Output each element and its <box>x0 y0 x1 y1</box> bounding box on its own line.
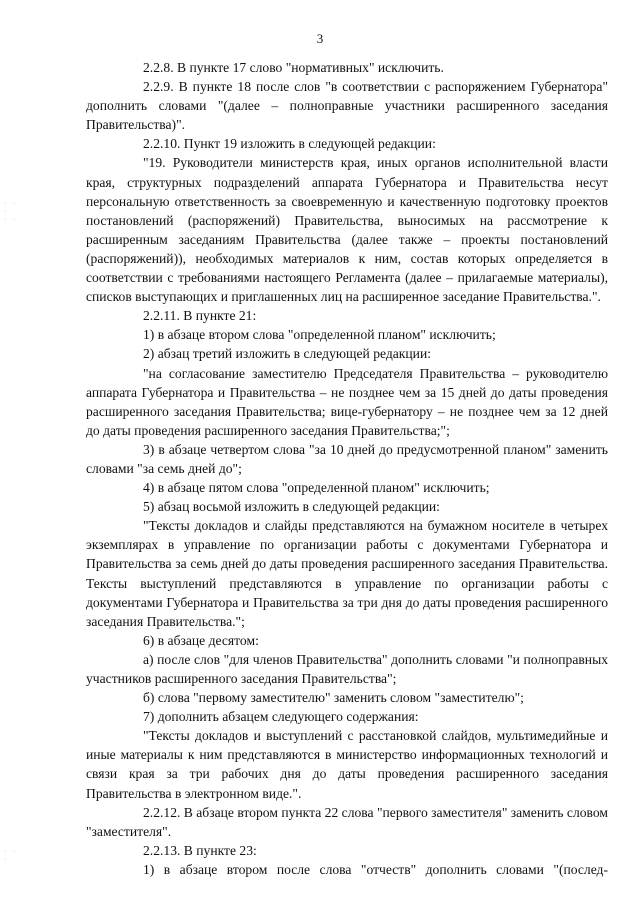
paragraph: 3) в абзаце четвертом слова "за 10 дней до предусмотренной планом" заменить словами "за семь дней до"; <box>86 441 608 476</box>
scan-noise: · · · · · <box>4 199 18 224</box>
paragraph: 1) в абзаце втором после слова "отчеств" дополнить словами "(послед- <box>143 861 608 877</box>
paragraph: 6) в абзаце десятом: <box>143 632 259 648</box>
document-body <box>86 58 608 879</box>
paragraph: "19. Руководители министерств края, иных органов исполнительной власти края, структурных подразделений аппарата Губернатора и Правительства несут персональную ответственность за своевременную и качественную подготовку проектов постановлений (распоряжений) Правительства, выносимых на рассмотрение к расширенным заседаниям Правительства (далее также – проекты постановлений (распоряжений)), необходимых материалов к ним, состав которых определяется в соответствии с требованиями настоящего Регламента (далее – прилагаемые материалы), списков выступающих и приглашенных лиц на расширенное заседание Правительства.". <box>86 155 608 305</box>
paragraph: "на согласование заместителю Председателя Правительства – руководителю аппарата Губернатора и Правительства – не позднее чем за 15 дней до даты проведения расширенного заседания Правительства; вице-губернатору – не позднее чем за 12 дней до даты проведения расширенного заседания Правительства;"; <box>86 365 608 438</box>
paragraph: "Тексты докладов и слайды представляются на бумажном носителе в четырех экземплярах в управление по организации работы с документами Губернатора и Правительства за семь дней до даты проведения расширенного заседания Правительства. Тексты выступлений представляются в управление по организации работы с документами Губернатора и Правительства за три дня до даты проведения расширенного заседания Правительства."; <box>86 518 608 629</box>
page-number: 3 <box>316 31 324 46</box>
paragraph: 2) абзац третий изложить в следующей редакции: <box>143 346 432 362</box>
scan-noise: · · · <box>4 847 18 864</box>
paragraph: 1) в абзаце втором слова "определенной планом" исключить; <box>143 327 496 343</box>
paragraph: а) после слов "для членов Правительства" дополнить словами "и полноправных участников расширенного заседания Правительства"; <box>86 651 608 686</box>
paragraph: 2.2.10. Пункт 19 изложить в следующей редакции: <box>143 136 436 152</box>
paragraph: 7) дополнить абзацем следующего содержания: <box>143 709 419 725</box>
paragraph: "Тексты докладов и выступлений с расстановкой слайдов, мультимедийные и иные материалы к ним представляются в министерство информационных технологий и связи края за три рабочих дня до даты проведения расширенного заседания Правительства в электронном виде.". <box>86 728 608 801</box>
paragraph: 5) абзац восьмой изложить в следующей редакции: <box>143 499 440 515</box>
paragraph: б) слова "первому заместителю" заменить словом "заместителю"; <box>143 690 524 706</box>
paragraph: 2.2.9. В пункте 18 после слов "в соответствии с распоряжением Губернатора" дополнить словами "(далее – полноправные участники расширенного заседания Правительства)". <box>86 79 608 133</box>
paragraph: 2.2.13. В пункте 23: <box>143 842 257 858</box>
paragraph: 2.2.12. В абзаце втором пункта 22 слова "первого заместителя" заменить словом "заместителя". <box>86 804 608 839</box>
paragraph: 2.2.11. В пункте 21: <box>143 308 257 324</box>
paragraph: 4) в абзаце пятом слова "определенной планом" исключить; <box>143 480 490 496</box>
paragraph: 2.2.8. В пункте 17 слово "нормативных" исключить. <box>143 60 444 75</box>
